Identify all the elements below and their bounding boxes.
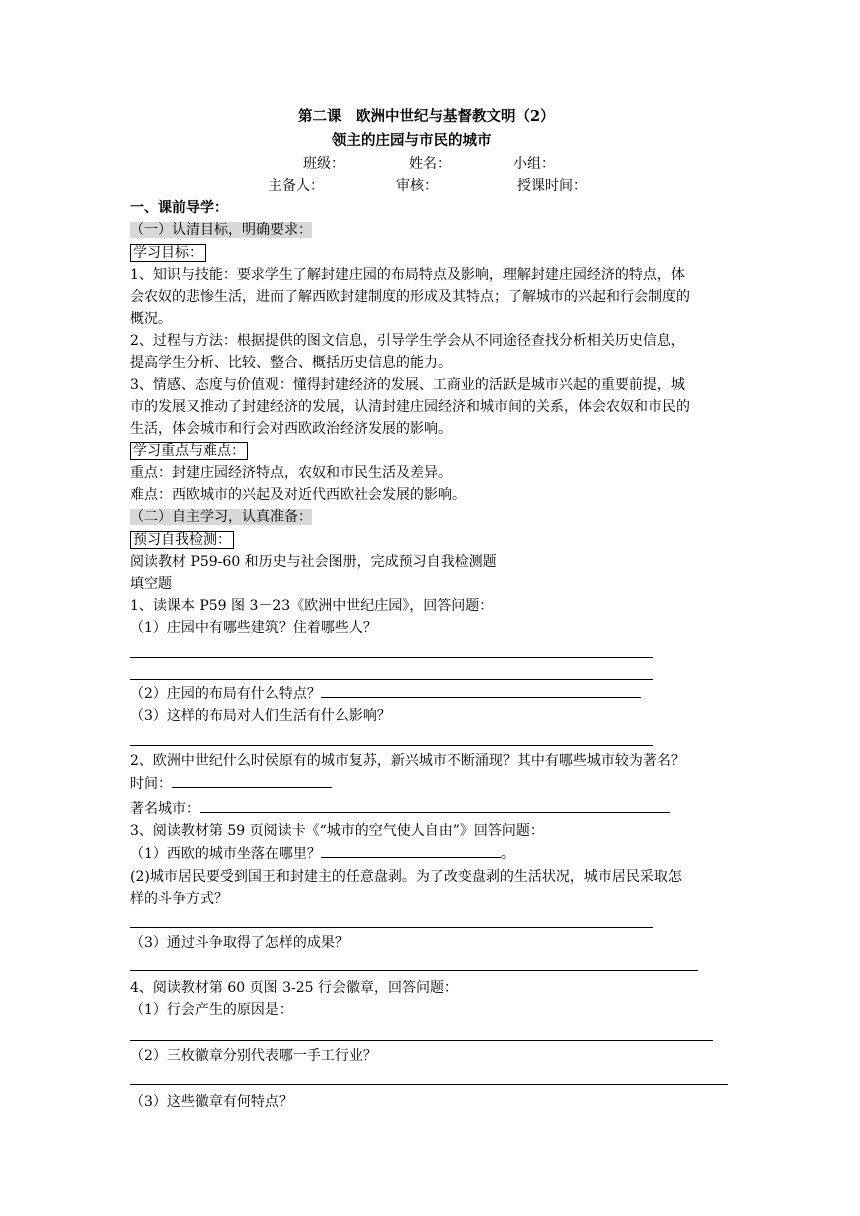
question-2: 2、欧洲中世纪什么时侯原有的城市复苏，新兴城市不断涌现？其中有哪些城市较为著名？ [130, 753, 685, 769]
q2-cities-label: 著名城市： [130, 801, 200, 817]
goal3-line2: 市的发展又推动了封建经济的发展，认清封建庄园经济和城市间的关系，体会农奴和市民的 [130, 399, 690, 415]
preparer-label: 主备人： [268, 178, 324, 194]
time-blank[interactable] [172, 773, 332, 788]
lesson-title: 第二课 欧洲中世纪与基督教文明（2） [298, 108, 555, 125]
goal2-line2: 提高学生分析、比较、整合、概括历史信息的能力。 [130, 355, 452, 371]
question-4: 4、阅读教材第 60 页图 3-25 行会徽章，回答问题： [130, 980, 458, 996]
goal1-line2: 会农奴的悲惨生活，进而了解西欧封建制度的形成及其特点；了解城市的兴起和行会制度的 [130, 289, 690, 305]
cities-blank[interactable] [200, 798, 670, 813]
q2-time-label: 时间： [130, 776, 172, 792]
answer-line[interactable] [130, 927, 653, 928]
question-3: 3、阅读教材第 59 页阅读卡《“城市的空气使人自由”》回答问题： [130, 823, 544, 839]
section-heading: 一、课前导学： [130, 200, 228, 216]
question-4-3: （3）这些徽章有何特点？ [130, 1094, 293, 1110]
question-1-2: （2）庄园的布局有什么特点？ [130, 686, 321, 702]
question-3-1: （1）西欧的城市坐落在哪里？ [130, 846, 321, 862]
name-label: 姓名： [409, 156, 451, 172]
answer-line[interactable] [130, 970, 698, 971]
answer-blank[interactable] [321, 843, 501, 858]
key-point: 重点：封建庄园经济特点，农奴和市民生活及差异。 [130, 465, 452, 481]
goal1-line3: 概况。 [130, 311, 172, 327]
teaching-time-label: 授课时间： [517, 178, 587, 194]
q3-1-end: 。 [500, 846, 515, 862]
question-4-2: （2）三枚徽章分别代表哪一手工行业？ [130, 1048, 377, 1064]
answer-line[interactable] [130, 1084, 728, 1085]
part1-heading: （一）认清目标，明确要求： [130, 222, 312, 238]
answer-line[interactable] [130, 679, 653, 680]
goal3-line3: 生活，体会城市和行会对西欧政治经济发展的影响。 [130, 421, 452, 437]
class-label: 班级： [303, 156, 345, 172]
question-1-1: （1）庄园中有哪些建筑？住着哪些人？ [130, 620, 377, 636]
goals-label: 学习目标： [130, 244, 206, 262]
question-3-3: （3）通过斗争取得了怎样的成果？ [130, 935, 349, 951]
answer-blank[interactable] [321, 683, 641, 698]
reviewer-label: 审核： [396, 178, 438, 194]
lesson-subtitle: 领主的庄园与市民的城市 [332, 132, 492, 149]
question-4-1: （1）行会产生的原因是： [130, 1002, 293, 1018]
difficult-point: 难点：西欧城市的兴起及对近代西欧社会发展的影响。 [130, 487, 466, 503]
question-3-2-line1: (2)城市居民要受到国王和封建主的任意盘剥。为了改变盘剥的生活状况，城市居民采取怎 [130, 869, 682, 885]
question-1-3: （3）这样的布局对人们生活有什么影响？ [130, 708, 391, 724]
question-1: 1、读课本 P59 图 3－23《欧洲中世纪庄园》，回答问题： [130, 598, 494, 614]
answer-line[interactable] [130, 745, 653, 746]
group-label: 小组： [513, 156, 555, 172]
part2-heading: （二）自主学习，认真准备： [130, 509, 312, 525]
answer-line[interactable] [130, 1040, 713, 1041]
reading-instruction: 阅读教材 P59-60 和历史与社会图册，完成预习自我检测题 [130, 554, 497, 570]
goal1-line1: 1、知识与技能：要求学生了解封建庄园的布局特点及影响，理解封建庄园经济的特点，体 [130, 267, 685, 283]
question-3-2-line2: 样的斗争方式？ [130, 891, 228, 907]
goal2-line1: 2、过程与方法：根据提供的图文信息，引导学生学会从不同途径查找分析相关历史信息， [130, 333, 685, 349]
keypoints-label: 学习重点与难点： [130, 442, 248, 460]
goal3-line1: 3、情感、态度与价值观：懂得封建经济的发展、工商业的活跃是城市兴起的重要前提，城 [130, 377, 685, 393]
answer-line[interactable] [130, 657, 653, 658]
fill-in-label: 填空题 [130, 576, 172, 592]
selfcheck-label: 预习自我检测： [130, 531, 234, 549]
